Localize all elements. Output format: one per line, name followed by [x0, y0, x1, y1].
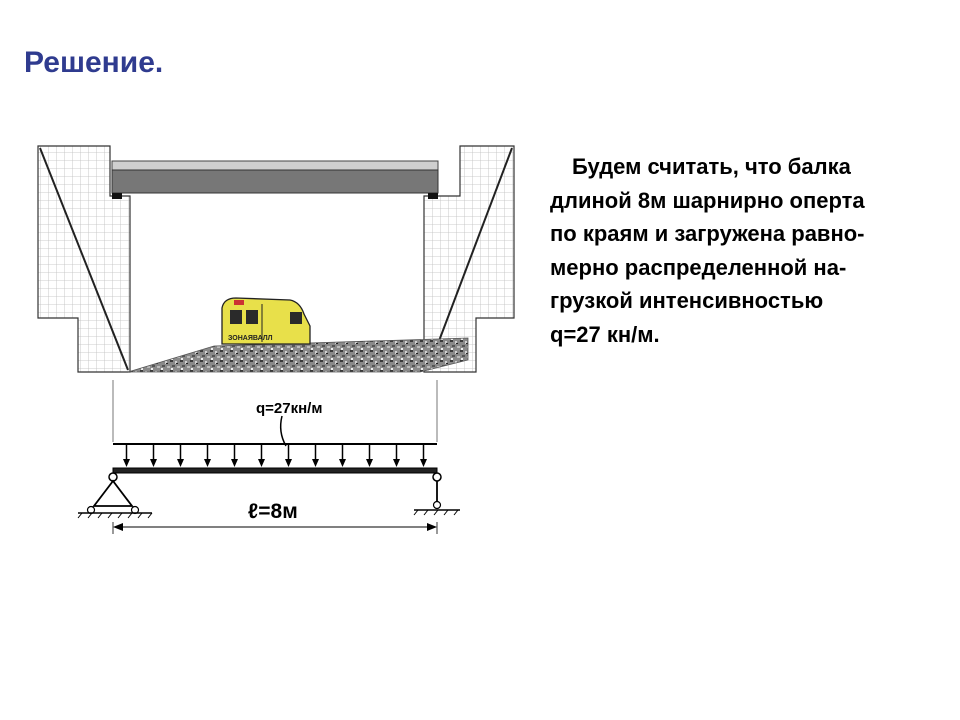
- paragraph-line: мерно распределенной на-: [550, 254, 847, 280]
- paragraph-line: длиной 8м шарнирно оперта: [550, 187, 865, 213]
- load-arrows: [123, 444, 427, 467]
- pinned-support-left: [78, 473, 152, 518]
- load-arrow-head: [204, 459, 211, 467]
- load-arrow-head: [150, 459, 157, 467]
- load-label-leader: [281, 416, 286, 446]
- load-arrow-head: [123, 459, 130, 467]
- paragraph-line: Будем считать, что балка: [572, 154, 851, 179]
- load-arrow-head: [393, 459, 400, 467]
- slide-title: Решение.: [24, 46, 164, 79]
- load-arrow-head: [231, 459, 238, 467]
- vehicle: [222, 298, 310, 344]
- span-length-label: ℓ=8м: [248, 500, 298, 523]
- paragraph-line: по краям и загружена равно-: [550, 221, 865, 246]
- load-arrow-head: [366, 459, 373, 467]
- paragraph-line: q=27 кн/м.: [550, 321, 660, 347]
- bridge-deck-top: [112, 161, 438, 170]
- load-arrow-head: [258, 459, 265, 467]
- bridge-deck: [112, 170, 438, 193]
- beam: [113, 468, 437, 473]
- roller-support-right: [414, 473, 460, 515]
- load-intensity-label: q=27кн/м: [256, 400, 323, 417]
- load-arrow-head: [339, 459, 346, 467]
- load-arrow-head: [312, 459, 319, 467]
- load-arrow-head: [285, 459, 292, 467]
- load-arrow-head: [420, 459, 427, 467]
- paragraph-line: грузкой интенсивностью: [550, 288, 824, 313]
- vehicle-lettering: ЗОНАЯВАЛЛ: [228, 335, 273, 342]
- left-bearing: [112, 193, 122, 199]
- right-bearing: [428, 193, 438, 199]
- load-arrow-head: [177, 459, 184, 467]
